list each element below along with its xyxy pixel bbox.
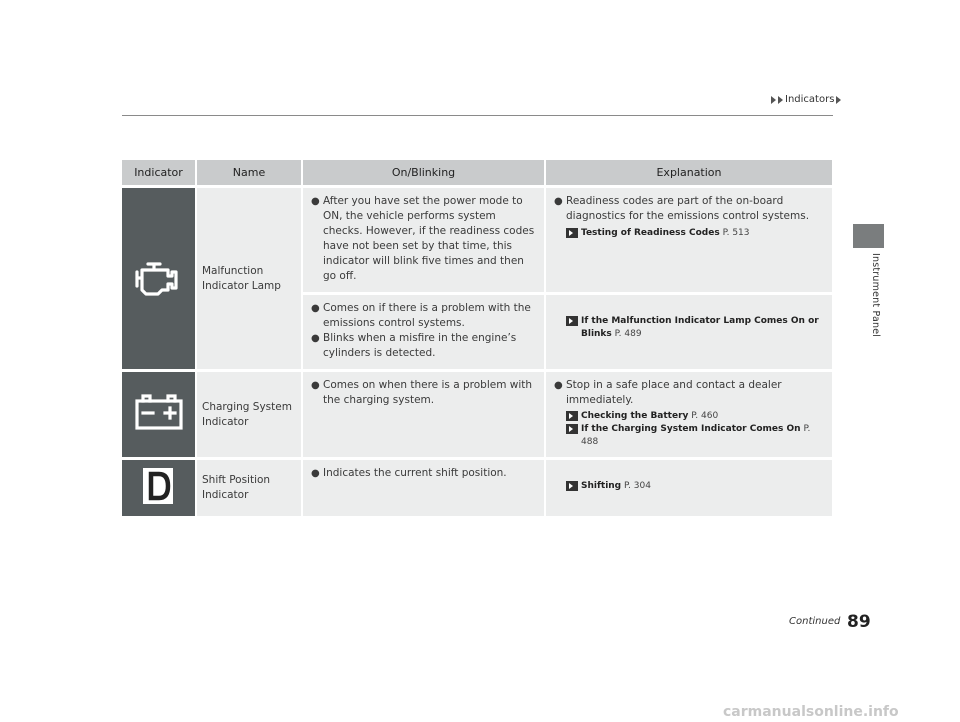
bullet-icon: ● — [311, 468, 320, 479]
list-item: ● After you have set the power mode to ON, the vehicle performs system checks. However, if the readiness codes have not been set by that time, this indicator will blink five times and then go off. — [311, 195, 535, 282]
list-item: ● Stop in a safe place and contact a dealer immediately. — [554, 379, 782, 406]
column-header: On/Blinking — [303, 160, 546, 185]
column-header: Name — [197, 160, 303, 185]
indicator-name: Malfunction Indicator Lamp — [197, 188, 303, 369]
indicator-icon-cell — [122, 460, 197, 516]
chapter-tab — [853, 224, 884, 248]
list-item: ● Indicates the current shift position. — [311, 467, 507, 479]
chapter-label — [869, 253, 883, 373]
check-engine-icon — [132, 256, 186, 296]
reference-arrow-icon — [566, 424, 578, 434]
table-row — [122, 188, 832, 292]
shift-position-d-icon — [139, 466, 179, 506]
reference-arrow-icon — [566, 316, 578, 326]
column-header: Explanation — [546, 160, 832, 185]
indicator-name: Shift Position Indicator — [197, 460, 303, 516]
explanation-cell — [546, 295, 832, 369]
reference-arrow-icon — [566, 411, 578, 421]
breadcrumb — [771, 94, 841, 105]
table-header-row — [122, 160, 832, 185]
battery-icon — [132, 392, 186, 432]
explanation-cell — [546, 188, 832, 292]
explanation-cell — [546, 372, 832, 457]
chevron-right-icon — [778, 96, 783, 104]
bullet-icon: ● — [311, 303, 320, 314]
indicator-name: Charging System Indicator — [197, 372, 303, 457]
chevron-right-icon — [836, 96, 841, 104]
column-header: Indicator — [122, 160, 197, 185]
page-reference-link[interactable]: Shifting P. 304 — [566, 480, 824, 493]
header-divider — [122, 115, 833, 116]
table-row — [122, 460, 832, 516]
chapter-label-text: Instrument Panel — [870, 253, 881, 338]
page-reference-link[interactable]: Testing of Readiness Codes P. 513 — [566, 227, 824, 240]
bullet-icon: ● — [311, 333, 320, 344]
page-number: 89 — [847, 612, 871, 632]
bullet-icon: ● — [311, 380, 320, 391]
reference-arrow-icon — [566, 228, 578, 238]
indicator-table — [122, 157, 832, 519]
breadcrumb-label: Indicators — [785, 94, 835, 105]
watermark: carmanualsonline.info — [723, 704, 899, 720]
on-blinking-cell — [303, 188, 546, 292]
on-blinking-cell — [303, 460, 546, 516]
explanation-cell — [546, 460, 832, 516]
page-reference-link[interactable]: If the Malfunction Indicator Lamp Comes On or Blinks P. 489 — [566, 315, 824, 341]
list-item: ● Comes on if there is a problem with the emissions control systems. — [311, 302, 531, 329]
on-blinking-cell — [303, 295, 546, 369]
bullet-icon: ● — [554, 380, 563, 391]
chevron-right-icon — [771, 96, 776, 104]
list-item: ● Comes on when there is a problem with the charging system. — [311, 379, 533, 406]
bullet-icon: ● — [311, 196, 320, 207]
indicator-icon-cell — [122, 372, 197, 457]
continued-label: Continued — [789, 616, 841, 627]
bullet-icon: ● — [554, 196, 563, 207]
on-blinking-cell — [303, 372, 546, 457]
reference-arrow-icon — [566, 481, 578, 491]
list-item: ● Blinks when a misfire in the engine’s cylinders is detected. — [311, 332, 517, 359]
page-reference-link[interactable]: Checking the Battery P. 460 — [566, 410, 824, 423]
table-row — [122, 372, 832, 457]
list-item: ● Readiness codes are part of the on-board diagnostics for the emissions control systems. — [554, 195, 810, 222]
indicator-icon-cell — [122, 188, 197, 369]
page-reference-link[interactable]: If the Charging System Indicator Comes On P. 488 — [566, 423, 824, 449]
